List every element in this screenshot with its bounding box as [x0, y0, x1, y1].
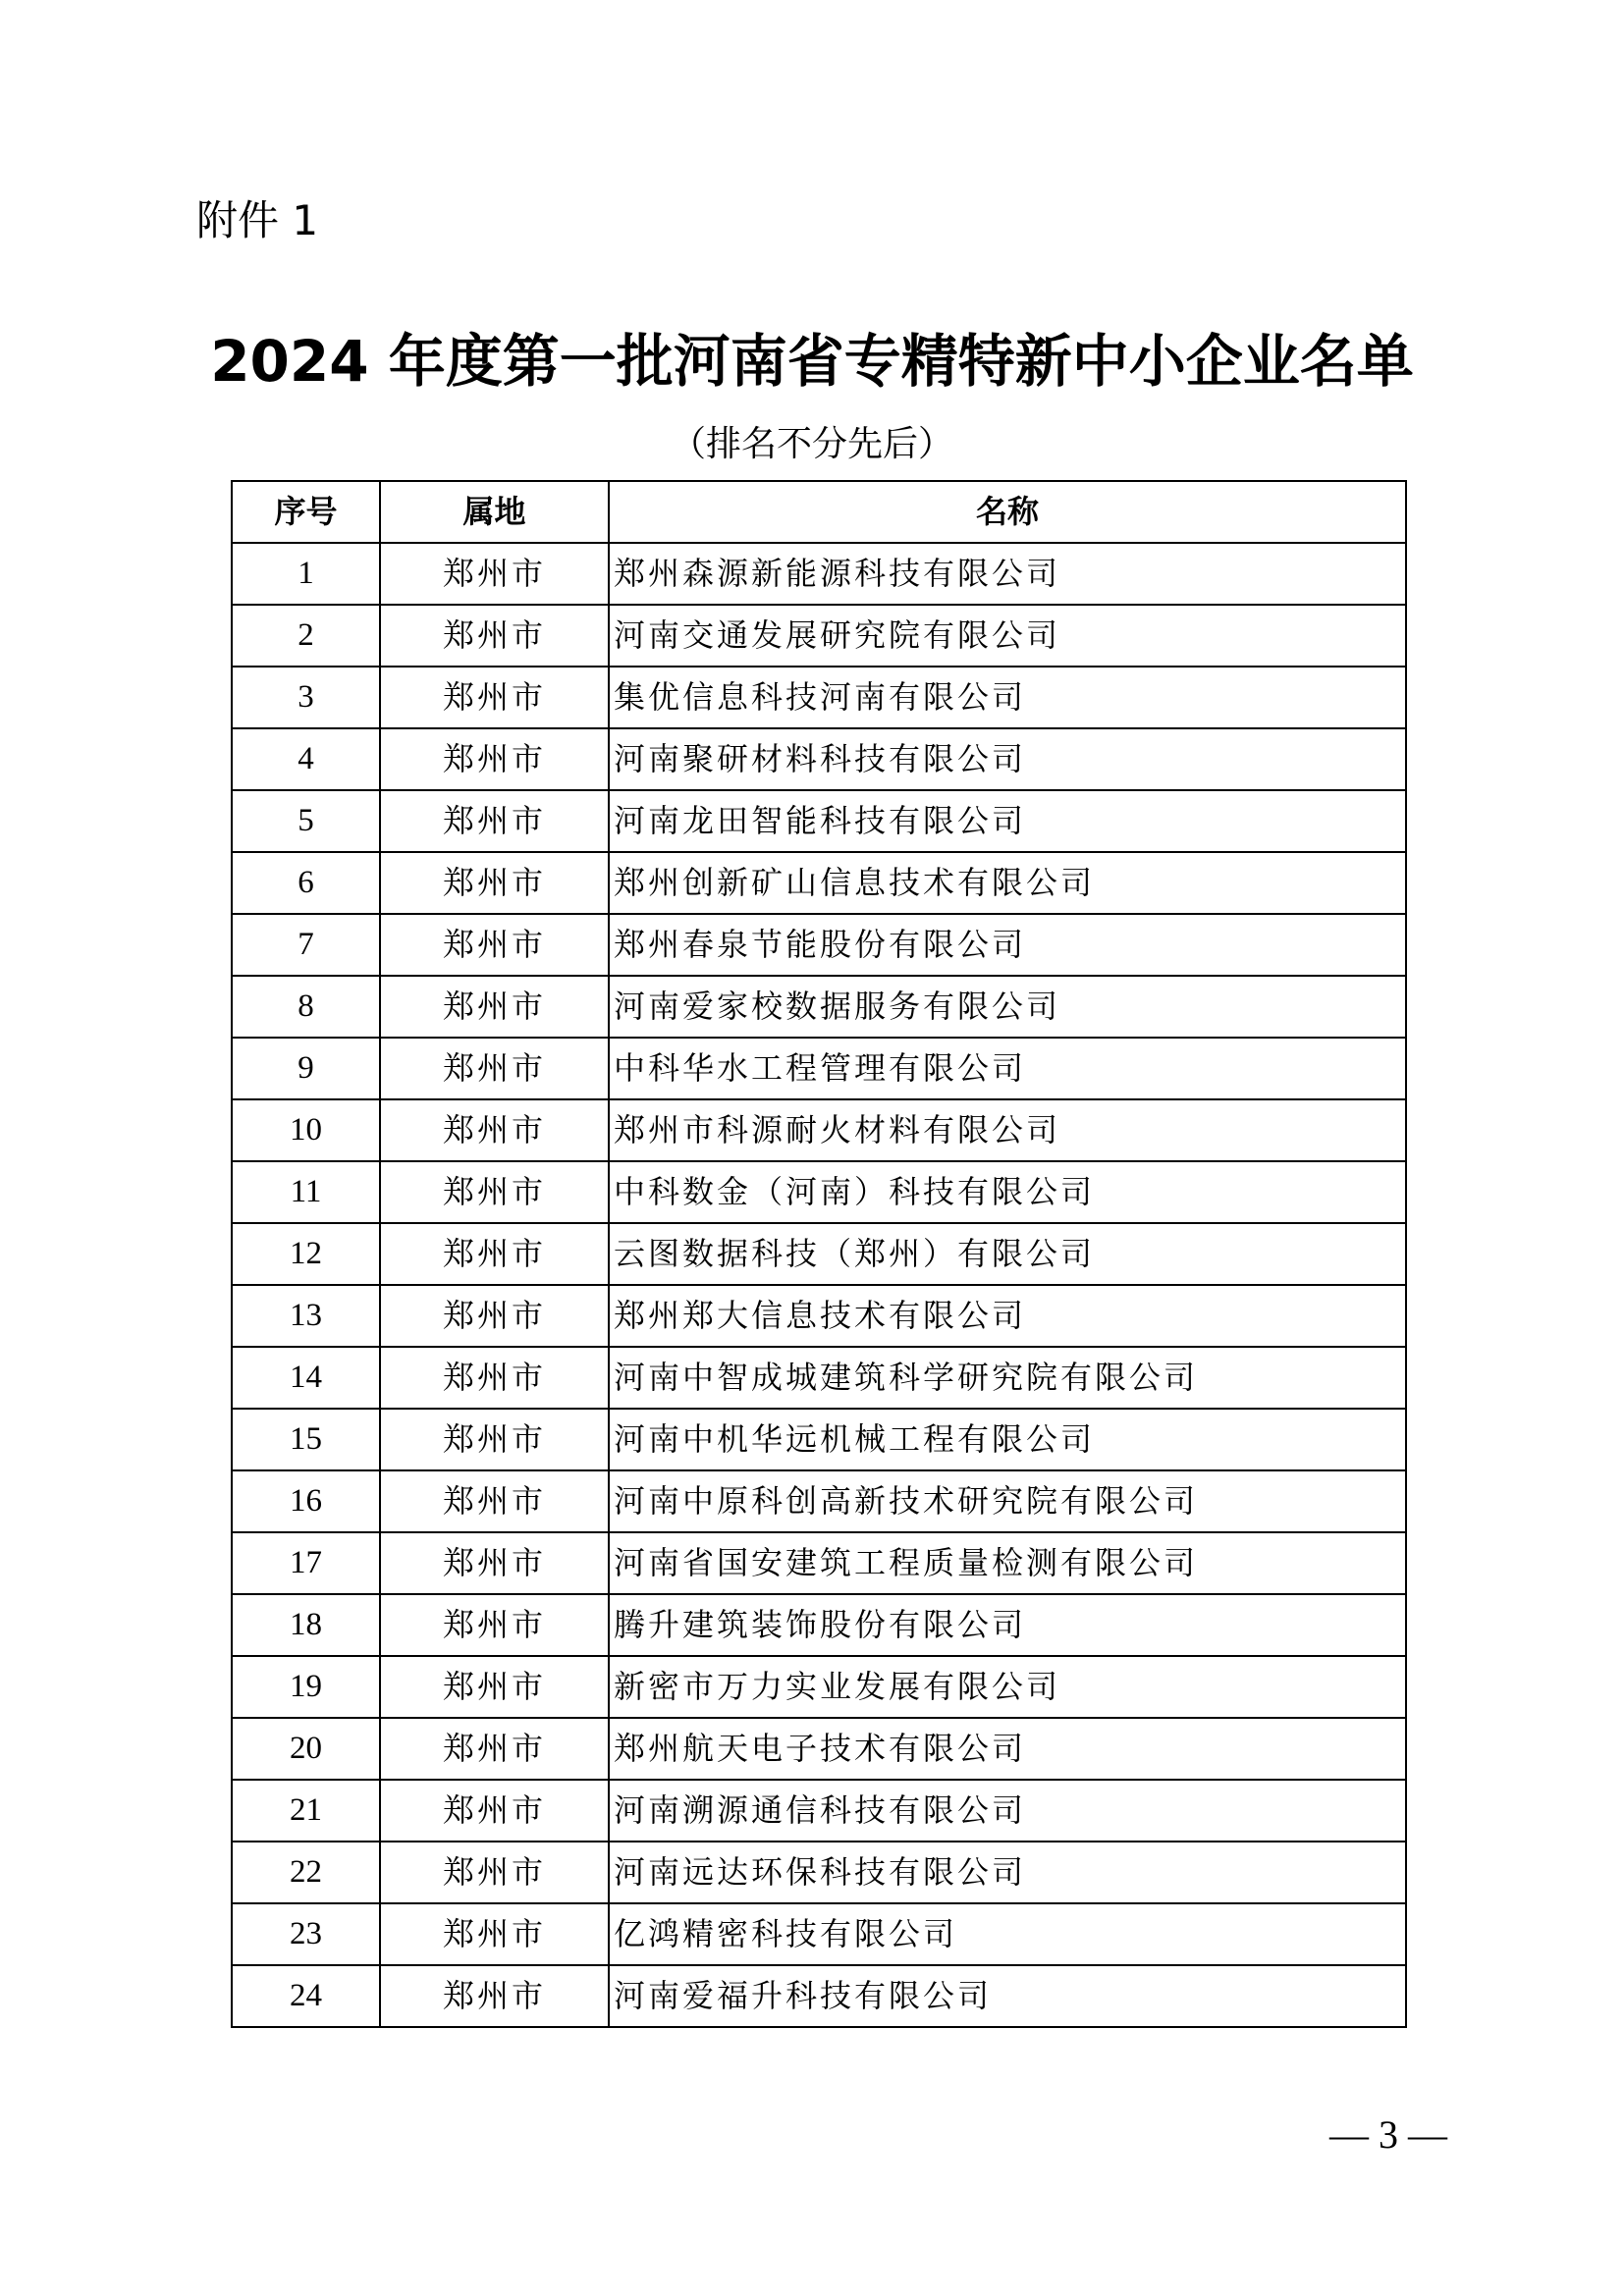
- table-row: [232, 543, 1406, 605]
- row-company-name: 河南中智成城建筑科学研究院有限公司: [609, 1347, 1406, 1409]
- row-location: 郑州市: [380, 1038, 609, 1099]
- table-row: [232, 790, 1406, 852]
- row-serial-number: 14: [232, 1347, 380, 1409]
- row-company-name: 郑州创新矿山信息技术有限公司: [609, 852, 1406, 914]
- row-serial-number: 18: [232, 1594, 380, 1656]
- row-serial-number: 13: [232, 1285, 380, 1347]
- row-company-name: 河南远达环保科技有限公司: [609, 1842, 1406, 1903]
- row-location: 郑州市: [380, 1099, 609, 1161]
- row-serial-number: 23: [232, 1903, 380, 1965]
- row-serial-number: 24: [232, 1965, 380, 2027]
- row-serial-number: 20: [232, 1718, 380, 1780]
- row-serial-number: 15: [232, 1409, 380, 1470]
- row-company-name: 中科华水工程管理有限公司: [609, 1038, 1406, 1099]
- table-row: [232, 1223, 1406, 1285]
- table-row: [232, 1038, 1406, 1099]
- row-location: 郑州市: [380, 914, 609, 976]
- row-company-name: 河南中机华远机械工程有限公司: [609, 1409, 1406, 1470]
- row-company-name: 河南中原科创高新技术研究院有限公司: [609, 1470, 1406, 1532]
- row-company-name: 河南聚研材料科技有限公司: [609, 728, 1406, 790]
- row-serial-number: 19: [232, 1656, 380, 1718]
- row-company-name: 河南龙田智能科技有限公司: [609, 790, 1406, 852]
- row-company-name: 腾升建筑装饰股份有限公司: [609, 1594, 1406, 1656]
- enterprise-table: [231, 480, 1407, 2028]
- row-company-name: 河南爱家校数据服务有限公司: [609, 976, 1406, 1038]
- row-serial-number: 5: [232, 790, 380, 852]
- table-row: [232, 1780, 1406, 1842]
- row-location: 郑州市: [380, 667, 609, 728]
- row-location: 郑州市: [380, 976, 609, 1038]
- document-title: 2024 年度第一批河南省专精特新中小企业名单: [210, 328, 1414, 395]
- attachment-label: 附件 1: [196, 196, 319, 244]
- row-company-name: 郑州市科源耐火材料有限公司: [609, 1099, 1406, 1161]
- row-serial-number: 7: [232, 914, 380, 976]
- page-number: — 3 —: [1329, 2112, 1447, 2157]
- row-location: 郑州市: [380, 1532, 609, 1594]
- row-location: 郑州市: [380, 790, 609, 852]
- row-company-name: 新密市万力实业发展有限公司: [609, 1656, 1406, 1718]
- row-location: 郑州市: [380, 1965, 609, 2027]
- row-serial-number: 6: [232, 852, 380, 914]
- table-row: [232, 728, 1406, 790]
- row-location: 郑州市: [380, 1347, 609, 1409]
- row-company-name: 郑州航天电子技术有限公司: [609, 1718, 1406, 1780]
- row-location: 郑州市: [380, 1470, 609, 1532]
- row-location: 郑州市: [380, 605, 609, 667]
- header-location: 属地: [380, 481, 609, 543]
- row-serial-number: 21: [232, 1780, 380, 1842]
- table-row: [232, 1532, 1406, 1594]
- table-row: [232, 1470, 1406, 1532]
- row-serial-number: 16: [232, 1470, 380, 1532]
- table-body: [232, 543, 1406, 2027]
- table-row: [232, 1285, 1406, 1347]
- row-company-name: 云图数据科技（郑州）有限公司: [609, 1223, 1406, 1285]
- table-row: [232, 1099, 1406, 1161]
- row-location: 郑州市: [380, 543, 609, 605]
- row-serial-number: 3: [232, 667, 380, 728]
- table-row: [232, 1594, 1406, 1656]
- document-subtitle: （排名不分先后）: [670, 424, 953, 464]
- row-location: 郑州市: [380, 1285, 609, 1347]
- table-row: [232, 1718, 1406, 1780]
- row-company-name: 郑州郑大信息技术有限公司: [609, 1285, 1406, 1347]
- row-company-name: 河南省国安建筑工程质量检测有限公司: [609, 1532, 1406, 1594]
- row-company-name: 郑州森源新能源科技有限公司: [609, 543, 1406, 605]
- header-serial-number: 序号: [232, 481, 380, 543]
- table-row: [232, 667, 1406, 728]
- row-company-name: 河南爱福升科技有限公司: [609, 1965, 1406, 2027]
- table-row: [232, 1903, 1406, 1965]
- row-serial-number: 12: [232, 1223, 380, 1285]
- table-header-row: [232, 481, 1406, 543]
- row-location: 郑州市: [380, 1594, 609, 1656]
- row-serial-number: 11: [232, 1161, 380, 1223]
- table-row: [232, 1347, 1406, 1409]
- table-row: [232, 605, 1406, 667]
- row-serial-number: 1: [232, 543, 380, 605]
- table-row: [232, 1965, 1406, 2027]
- row-serial-number: 17: [232, 1532, 380, 1594]
- table-row: [232, 976, 1406, 1038]
- row-location: 郑州市: [380, 728, 609, 790]
- table-header: [232, 481, 1406, 543]
- table-row: [232, 1161, 1406, 1223]
- row-location: 郑州市: [380, 1223, 609, 1285]
- table-row: [232, 914, 1406, 976]
- row-location: 郑州市: [380, 1718, 609, 1780]
- row-serial-number: 9: [232, 1038, 380, 1099]
- row-company-name: 郑州春泉节能股份有限公司: [609, 914, 1406, 976]
- row-serial-number: 10: [232, 1099, 380, 1161]
- row-location: 郑州市: [380, 1656, 609, 1718]
- row-location: 郑州市: [380, 1842, 609, 1903]
- row-company-name: 中科数金（河南）科技有限公司: [609, 1161, 1406, 1223]
- row-location: 郑州市: [380, 1780, 609, 1842]
- row-company-name: 亿鸿精密科技有限公司: [609, 1903, 1406, 1965]
- row-location: 郑州市: [380, 1161, 609, 1223]
- row-serial-number: 4: [232, 728, 380, 790]
- row-serial-number: 8: [232, 976, 380, 1038]
- table-row: [232, 1656, 1406, 1718]
- header-company-name: 名称: [609, 481, 1406, 543]
- row-company-name: 集优信息科技河南有限公司: [609, 667, 1406, 728]
- row-company-name: 河南交通发展研究院有限公司: [609, 605, 1406, 667]
- row-company-name: 河南溯源通信科技有限公司: [609, 1780, 1406, 1842]
- row-location: 郑州市: [380, 1409, 609, 1470]
- row-location: 郑州市: [380, 852, 609, 914]
- table-row: [232, 1842, 1406, 1903]
- table-row: [232, 852, 1406, 914]
- row-serial-number: 2: [232, 605, 380, 667]
- row-location: 郑州市: [380, 1903, 609, 1965]
- table-row: [232, 1409, 1406, 1470]
- row-serial-number: 22: [232, 1842, 380, 1903]
